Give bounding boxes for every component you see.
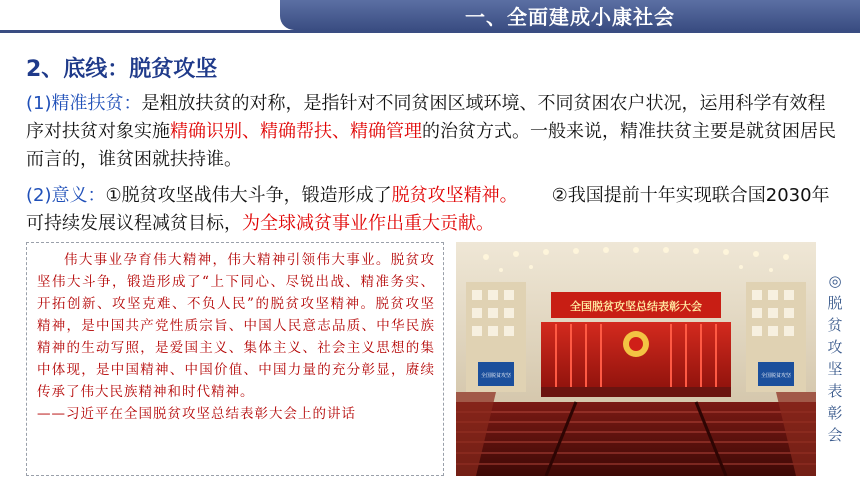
page-heading: 2、底线：脱贫攻坚 — [26, 57, 218, 82]
section-banner — [280, 0, 860, 30]
paragraph-label: (2)意义： — [26, 185, 106, 206]
photo-caption: ◎脱贫攻坚表彰会 — [827, 272, 843, 444]
quote-source: ——习近平在全国脱贫攻坚总结表彰大会上的讲话 — [37, 406, 356, 422]
paragraph-text: ②我国提前十年实现联合国2030年可持续发展议程减贫目标， — [26, 185, 830, 234]
paragraph-highlight: 为全球减贫事业作出重大贡献。 — [242, 213, 494, 234]
section-title: 一、全面建成小康社会 — [465, 4, 675, 29]
conference-hall-photo — [456, 242, 816, 476]
paragraph-significance — [26, 182, 836, 238]
paragraph-text: ①脱贫攻坚战伟大斗争，锻造形成了 — [105, 185, 392, 206]
paragraph-text: 的治贫方式。一般来说，精准扶贫主要是就贫困居民而言的，谁贫困就扶持谁。 — [26, 121, 836, 170]
banner-divider — [0, 30, 860, 33]
paragraph-text: 是粗放扶贫的对称，是指针对不同贫困区域环境、不同贫困农户状况，运用科学有效程序对扶贫对象实施 — [26, 93, 826, 142]
paragraph-label: (1)精准扶贫： — [26, 93, 142, 114]
left-screen-text: 全国脱贫攻坚 — [480, 373, 512, 379]
right-screen-text: 全国脱贫攻坚 — [760, 373, 792, 379]
paragraph-highlight: 精确识别、精确帮扶、精确管理 — [170, 121, 422, 142]
quote-text: 伟大事业孕育伟大精神，伟大精神引领伟大事业。脱贫攻坚伟大斗争，锻造形成了“上下同心、尽锐出战、精准务实、开拓创新、攻坚克难、不负人民”的脱贫攻坚精神。脱贫攻坚精神，是中国共产党性质宗旨、中国人民意志品质、中华民族精神的生动写照，是爱国主义、集体主义、社会主义思想的集中体现，是中国精神、中国价值、中国力量的充分彰显，赓续传承了伟大民族精神和时代精神。 — [37, 252, 435, 400]
photo-banner-text: 全国脱贫攻坚总结表彰大会 — [570, 301, 702, 313]
quote-box — [26, 242, 444, 476]
great-hall-illustration — [456, 242, 816, 476]
paragraph-precise-poverty-alleviation — [26, 90, 836, 174]
paragraph-highlight: 脱贫攻坚精神。 — [391, 185, 518, 206]
